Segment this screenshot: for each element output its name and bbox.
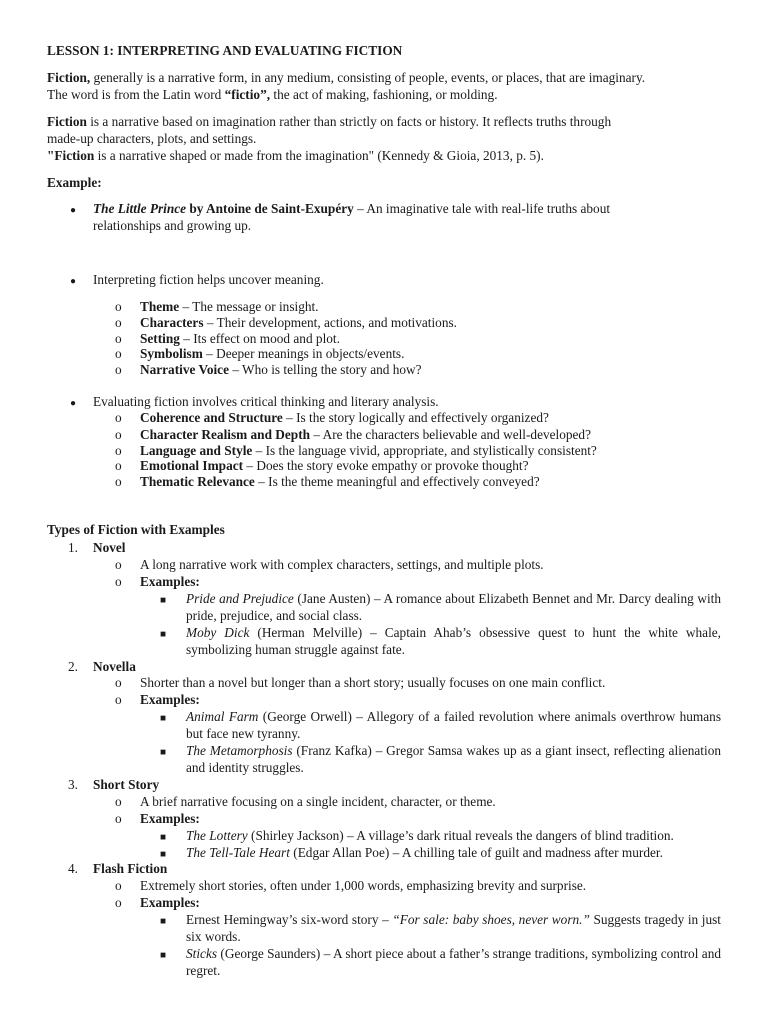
example-desc: (Jane Austen) – A romance about Elizabeth Bennet and Mr. Darcy dealing with pride, prejudice, and social class.	[186, 591, 721, 623]
item-desc: – Are the characters believable and well-developed?	[310, 427, 591, 442]
examples-label: Examples:	[140, 692, 200, 707]
item-desc: – Does the story evoke empathy or provoke thought?	[243, 458, 529, 473]
item-term: Setting	[140, 331, 180, 346]
item-desc: – Is the story logically and effectively organized?	[282, 410, 549, 425]
work-title: Sticks	[186, 946, 218, 961]
interpreting-item	[140, 346, 404, 363]
sub-bullet-icon: o	[115, 675, 122, 690]
type-number: 2.	[68, 659, 78, 674]
interpreting-item	[140, 299, 319, 316]
item-term: Narrative Voice	[140, 362, 229, 377]
sub-bullet-icon: o	[115, 315, 122, 330]
examples-label: Examples:	[140, 895, 200, 910]
item-term: Coherence and Structure	[140, 410, 283, 425]
item-desc: – The message or insight.	[179, 299, 319, 314]
term-fiction: Fiction,	[47, 70, 91, 85]
lesson-title: LESSON 1: INTERPRETING AND EVALUATING FICTION	[47, 43, 403, 58]
example-desc: (Herman Melville) – Captain Ahab’s obsessive quest to hunt the white whale, symbolizing human struggle against fate.	[186, 625, 721, 657]
example-entry	[186, 591, 721, 624]
work-title: The Lottery	[186, 828, 248, 843]
square-bullet-icon: ■	[160, 832, 167, 843]
work-title: The Tell-Tale Heart	[186, 845, 290, 860]
example-entry	[186, 946, 721, 979]
sub-bullet-icon: o	[115, 427, 122, 442]
square-bullet-icon: ■	[160, 950, 167, 961]
type-number: 4.	[68, 861, 78, 876]
type-description: Shorter than a novel but longer than a short story; usually focuses on one main conflict.	[140, 675, 606, 690]
types-heading: Types of Fiction with Examples	[47, 522, 225, 537]
square-bullet-icon: ■	[160, 595, 167, 606]
sub-bullet-icon: o	[115, 557, 122, 572]
example-entry	[186, 912, 721, 945]
item-desc: – Is the language vivid, appropriate, and stylistically consistent?	[252, 443, 597, 458]
example-entry	[186, 625, 721, 658]
latin-word: “fictio”,	[224, 87, 271, 102]
square-bullet-icon: ■	[160, 629, 167, 640]
definition-paragraph-line: made-up characters, plots, and settings.	[47, 131, 257, 146]
work-quote: “For sale: baby shoes, never worn.”	[392, 912, 590, 927]
example-desc: (George Orwell) – Allegory of a failed revolution where animals overthrow humans but face new tyranny.	[186, 709, 721, 741]
example-desc: (Shirley Jackson) – A village’s dark ritual reveals the dangers of blind tradition.	[247, 828, 674, 843]
type-number: 1.	[68, 540, 78, 555]
example-desc: (Franz Kafka) – Gregor Samsa wakes up as a giant insect, reflecting alienation and identity struggles.	[186, 743, 721, 775]
item-term: Theme	[140, 299, 180, 314]
type-name: Novel	[93, 540, 126, 555]
item-term: Emotional Impact	[140, 458, 244, 473]
item-term: Symbolism	[140, 346, 203, 361]
square-bullet-icon: ■	[160, 916, 167, 927]
type-name: Short Story	[93, 777, 160, 792]
sub-bullet-icon: o	[115, 811, 122, 826]
item-term: Characters	[140, 315, 204, 330]
item-desc: – Its effect on mood and plot.	[179, 331, 340, 346]
sub-bullet-icon: o	[115, 331, 122, 346]
item-term: Thematic Relevance	[140, 474, 255, 489]
example-entry	[186, 709, 721, 742]
item-desc: – Their development, actions, and motivations.	[203, 315, 457, 330]
definition-quote: "Fiction is a narrative shaped or made from the imagination" (Kennedy & Gioia, 2013, p. 5).	[47, 148, 544, 163]
item-desc: – Deeper meanings in objects/events.	[202, 346, 405, 361]
example-heading: Example:	[47, 175, 102, 190]
bullet-icon: ●	[70, 398, 77, 409]
item-term: Character Realism and Depth	[140, 427, 311, 442]
work-title: The Metamorphosis	[186, 743, 293, 758]
evaluating-item	[140, 427, 591, 444]
example-prefix: Ernest Hemingway’s six-word story –	[186, 912, 393, 927]
book-title: The Little Prince	[93, 201, 187, 216]
sub-bullet-icon: o	[115, 574, 122, 589]
example-entry	[186, 828, 721, 845]
square-bullet-icon: ■	[160, 713, 167, 724]
example-desc: Suggests tragedy in just six words.	[186, 912, 721, 944]
bullet-icon: ●	[70, 205, 77, 216]
evaluating-item	[140, 474, 540, 491]
example-entry	[186, 845, 721, 862]
sub-bullet-icon: o	[115, 346, 122, 361]
work-title: Pride and Prejudice	[186, 591, 294, 606]
evaluating-item	[140, 458, 529, 475]
interpreting-item	[140, 315, 457, 332]
sub-bullet-icon: o	[115, 895, 122, 910]
type-description: Extremely short stories, often under 1,000 words, emphasizing brevity and surprise.	[140, 878, 587, 893]
type-name: Novella	[93, 659, 136, 674]
sub-bullet-icon: o	[115, 692, 122, 707]
interpreting-intro: Interpreting fiction helps uncover meaning.	[93, 272, 324, 287]
examples-label: Examples:	[140, 574, 200, 589]
sub-bullet-icon: o	[115, 458, 122, 473]
item-term: Language and Style	[140, 443, 253, 458]
sub-bullet-icon: o	[115, 443, 122, 458]
intro-paragraph-line: Fiction, generally is a narrative form, in any medium, consisting of people, events, or places, that are imaginary.	[47, 70, 646, 85]
item-desc: – Who is telling the story and how?	[229, 362, 422, 377]
interpreting-item	[140, 362, 422, 379]
item-desc: – Is the theme meaningful and effectively conveyed?	[254, 474, 540, 489]
type-description: A brief narrative focusing on a single incident, character, or theme.	[140, 794, 496, 809]
square-bullet-icon: ■	[160, 849, 167, 860]
type-name: Flash Fiction	[93, 861, 168, 876]
sub-bullet-icon: o	[115, 474, 122, 489]
type-number: 3.	[68, 777, 78, 792]
sub-bullet-icon: o	[115, 878, 122, 893]
example-desc: (George Saunders) – A short piece about a father’s strange traditions, symbolizing control and regret.	[186, 946, 721, 978]
examples-label: Examples:	[140, 811, 200, 826]
work-title: Moby Dick	[186, 625, 250, 640]
square-bullet-icon: ■	[160, 747, 167, 758]
definition-paragraph-line: Fiction is a narrative based on imagination rather than strictly on facts or history. It reflects truths through	[47, 114, 612, 129]
evaluating-intro: Evaluating fiction involves critical thinking and literary analysis.	[93, 394, 439, 409]
sub-bullet-icon: o	[115, 794, 122, 809]
example-entry	[186, 743, 721, 776]
example-desc: (Edgar Allan Poe) – A chilling tale of guilt and madness after murder.	[289, 845, 663, 860]
example-item: The Little Prince by Antoine de Saint-Exupéry – An imaginative tale with real-life truths about	[93, 201, 611, 216]
bullet-icon: ●	[70, 276, 77, 287]
work-title: Animal Farm	[186, 709, 259, 724]
intro-paragraph-line: The word is from the Latin word “fictio”, the act of making, fashioning, or molding.	[47, 87, 498, 102]
sub-bullet-icon: o	[115, 299, 122, 314]
evaluating-item	[140, 410, 549, 427]
type-description: A long narrative work with complex characters, settings, and multiple plots.	[140, 557, 544, 572]
example-item-cont: relationships and growing up.	[93, 218, 252, 233]
sub-bullet-icon: o	[115, 362, 122, 377]
sub-bullet-icon: o	[115, 410, 122, 425]
